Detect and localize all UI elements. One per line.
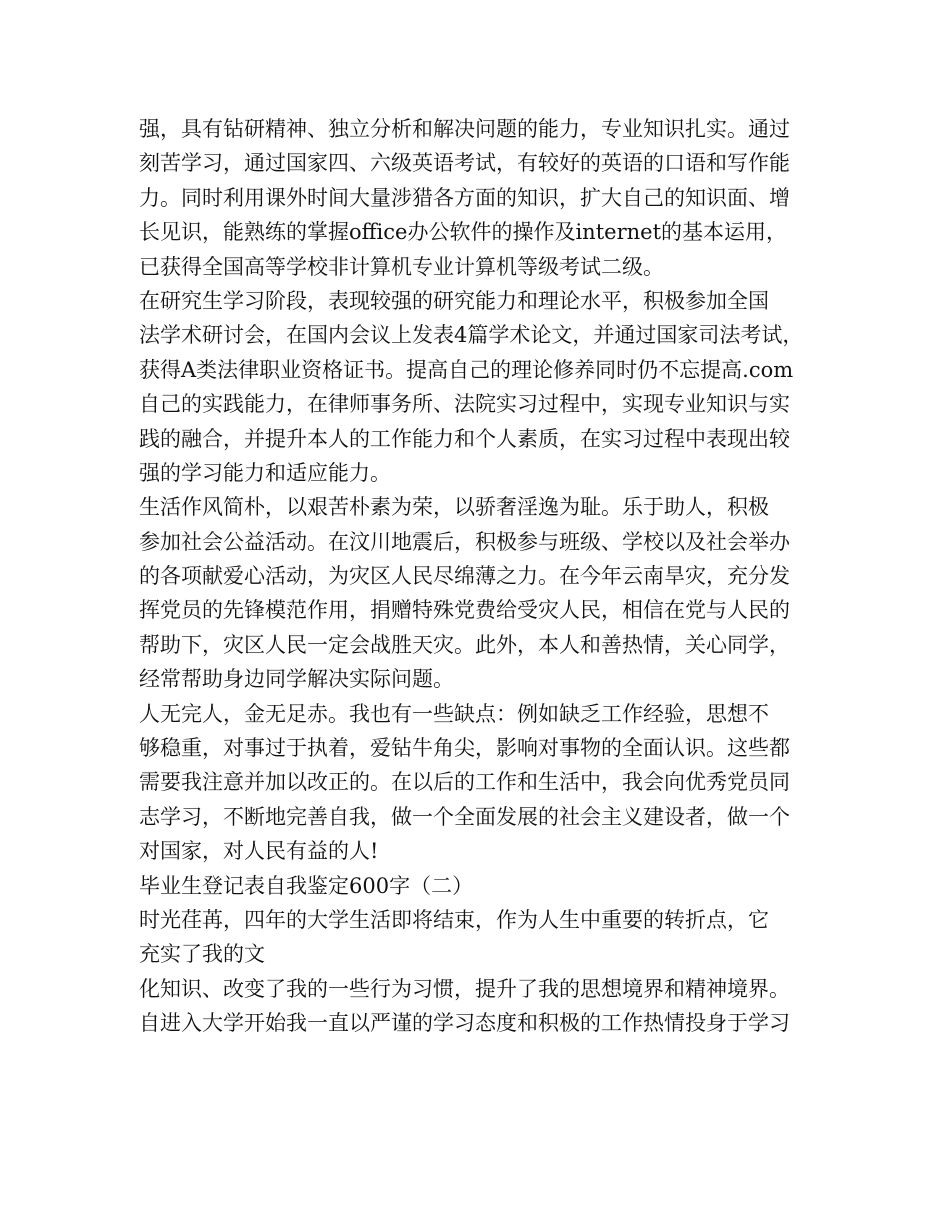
text-line: 对国家，对人民有益的人!	[139, 839, 379, 864]
text-line: 帮助下，灾区人民一定会战胜天灾。此外，本人和善热情，关心同学，	[139, 632, 790, 657]
text-line: 刻苦学习，通过国家四、六级英语考试，有较好的英语的口语和写作能	[139, 151, 790, 176]
text-line: 获得A类法律职业资格证书。提高自己的理论修养同时仍不忘提高.com	[139, 357, 794, 382]
text-line: 化知识、改变了我的一些行为习惯，提升了我的思想境界和精神境界。	[139, 976, 790, 1001]
text-line: 自己的实践能力，在律师事务所、法院实习过程中，实现专业知识与实	[139, 392, 790, 417]
text-line: 挥党员的先锋模范作用，捐赠特殊党费给受灾人民，相信在党与人民的	[139, 598, 790, 623]
text-line: 践的融合，并提升本人的工作能力和个人素质，在实习过程中表现出较	[139, 426, 790, 451]
text-line: 志学习，不断地完善自我，做一个全面发展的社会主义建设者，做一个	[139, 804, 790, 829]
document-body	[139, 112, 819, 1041]
section-heading: 毕业生登记表自我鉴定600字（二）	[139, 873, 474, 898]
text-line: 法学术研讨会，在国内会议上发表4篇学术论文，并通过国家司法考试，	[139, 323, 804, 348]
text-line: 人无完人，金无足赤。我也有一些缺点：例如缺乏工作经验，思想不	[139, 701, 769, 726]
text-line: 自进入大学开始我一直以严谨的学习态度和积极的工作热情投身于学习	[139, 1011, 790, 1036]
text-line: 充实了我的文	[139, 942, 265, 967]
text-line: 时光荏苒，四年的大学生活即将结束，作为人生中重要的转折点，它	[139, 907, 769, 932]
text-line: 够稳重，对事过于执着，爱钻牛角尖，影响对事物的全面认识。这些都	[139, 736, 790, 761]
text-line: 已获得全国高等学校非计算机专业计算机等级考试二级。	[139, 254, 664, 279]
text-line: 参加社会公益活动。在汶川地震后，积极参与班级、学校以及社会举办	[139, 529, 790, 554]
text-line: 长见识，能熟练的掌握office办公软件的操作及internet的基本运用，	[139, 220, 788, 245]
text-line: 在研究生学习阶段，表现较强的研究能力和理论水平，积极参加全国	[139, 288, 769, 313]
text-line: 强的学习能力和适应能力。	[139, 460, 391, 485]
text-line: 力。同时利用课外时间大量涉猎各方面的知识，扩大自己的知识面、增	[139, 185, 790, 210]
text-line: 强，具有钻研精神、独立分析和解决问题的能力，专业知识扎实。通过	[139, 117, 790, 141]
text-line: 生活作风简朴，以艰苦朴素为荣，以骄奢淫逸为耻。乐于助人，积极	[139, 495, 769, 520]
text-line: 的各项献爱心活动，为灾区人民尽绵薄之力。在今年云南旱灾，充分发	[139, 564, 790, 589]
text-line: 需要我注意并加以改正的。在以后的工作和生活中，我会向优秀党员同	[139, 770, 790, 795]
text-line: 经常帮助身边同学解决实际问题。	[139, 667, 454, 692]
